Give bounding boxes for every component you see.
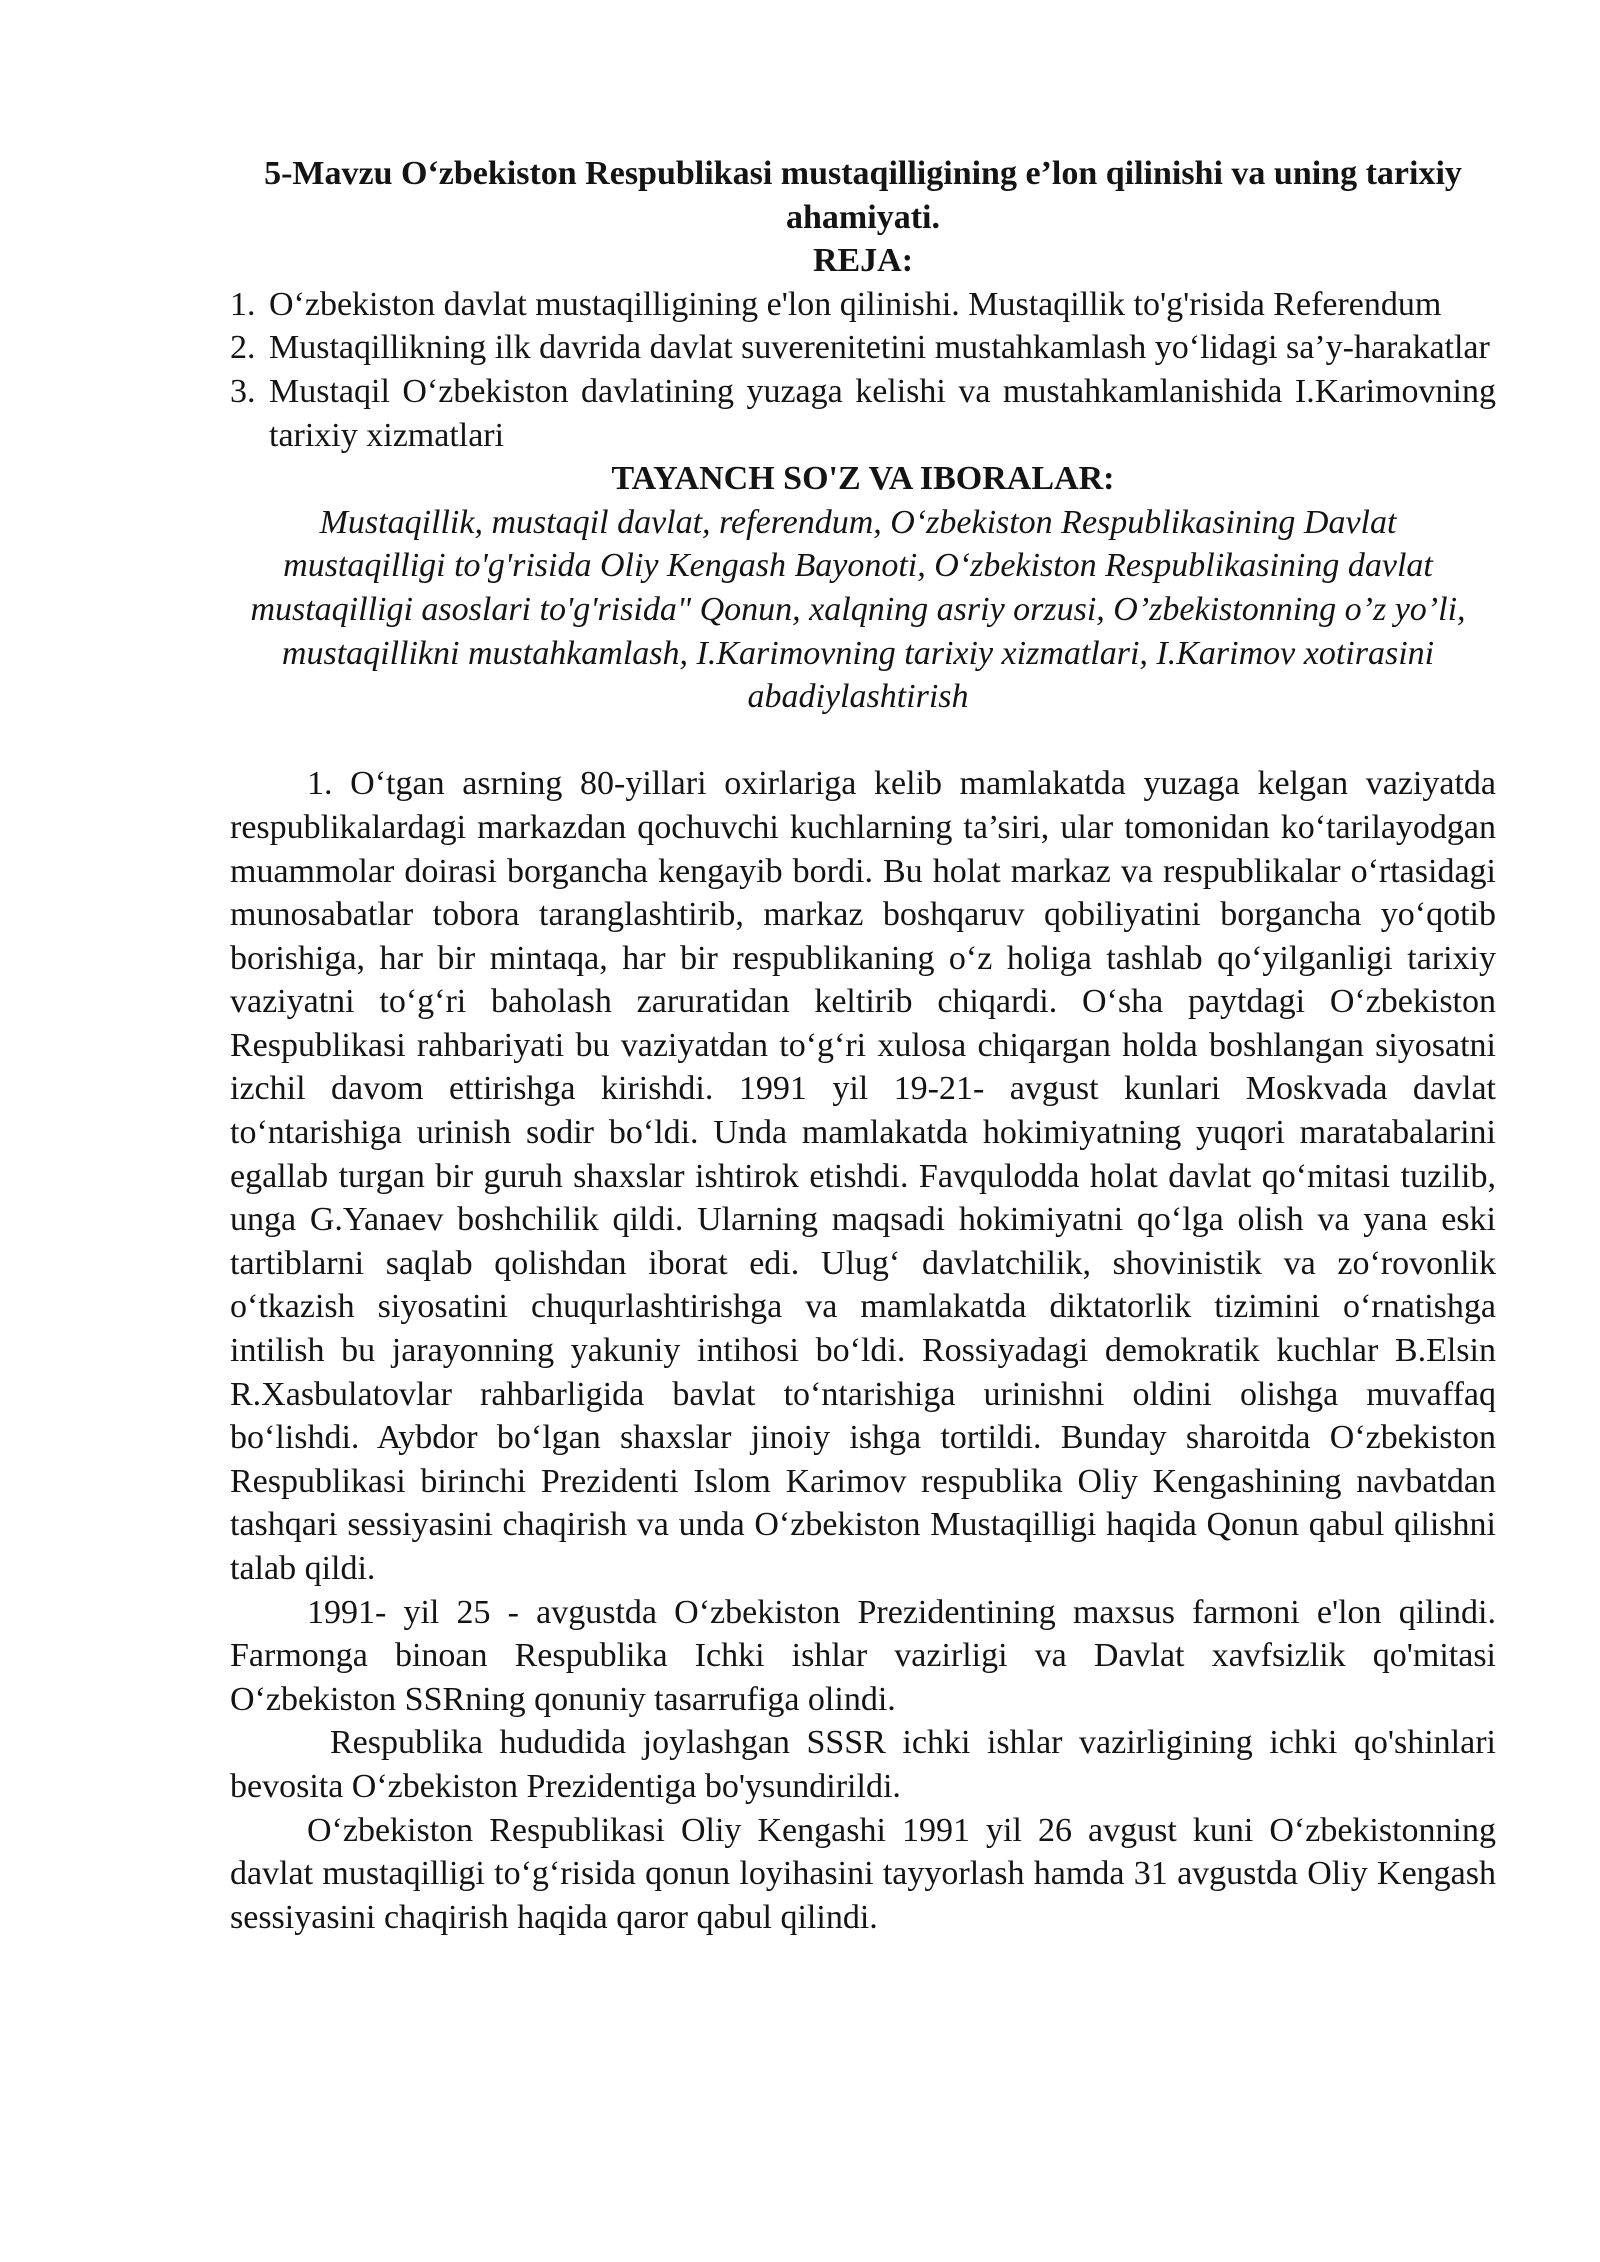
plan-item (230, 326, 1496, 370)
plan-heading: REJA: (812, 242, 914, 280)
plan-item-text: O‘zbekiston davlat mustaqilligining e'lon qilinishi. Mustaqillik to'g'risida Referendum (269, 285, 1442, 323)
body-paragraph: O‘zbekiston Respublikasi Oliy Kengashi 1991 yil 26 avgust kuni O‘zbekistonning davlat mustaqilligi to‘g‘risida qonun loyihasini tayyorlash hamda 31 avgustda Oliy Kengash sessiyasini chaqirish haqida qaror qabul qilindi. (230, 1811, 1496, 1936)
plan-item-text: Mustaqillikning ilk davrida davlat suverenitetini mustahkamlash yo‘lidagi sa’y-harakatlar (269, 329, 1490, 367)
plan-item-text: Mustaqil O‘zbekiston davlatining yuzaga kelishi va mustahkamlanishida I.Karimovning tarixiy xizmatlari (269, 372, 1496, 454)
body-paragraph: Respublika hududida joylashgan SSSR ichki ishlar vazirligining ichki qo'shinlari bevosita O‘zbekiston Prezidentiga bo'ysundirildi. (230, 1724, 1496, 1805)
document-content (230, 152, 1496, 1939)
blank-line (230, 719, 1496, 763)
plan-item-number: 1. (230, 285, 256, 323)
plan-item (230, 283, 1496, 327)
body-paragraph: 1. O‘tgan asrning 80-yillari oxirlariga kelib mamlakatda yuzaga kelgan vaziyatda respublikalardagi markazdan qochuvchi kuchlarning ta’siri, ular tomonidan ko‘tarilayodgan muammolar doirasi borgancha kengayib bordi. Bu holat markaz va respublikalar o‘rtasidagi munosabatlar tobora taranglashtirib, markaz boshqaruv qobiliyatini borgancha yo‘qotib borishiga, har bir mintaqa, har bir respublikaning o‘z holiga tashlab qo‘yilganligi tarixiy vaziyatni to‘g‘ri baholash zaruratidan keltirib chiqardi. O‘sha paytdagi O‘zbekiston Respublikasi rahbariyati bu vaziyatdan to‘g‘ri xulosa chiqargan holda boshlangan siyosatni izchil davom ettirishga kirishdi. 1991 yil 19-21- avgust kunlari Moskvada davlat to‘ntarishiga urinish sodir bo‘ldi. Unda mamlakatda hokimiyatning yuqori maratabalarini egallab turgan bir guruh shaxslar ishtirok etishdi. Favqulodda holat davlat qo‘mitasi tuzilib, unga G.Yanaev boshchilik qildi. Ularning maqsadi hokimiyatni qo‘lga olish va yana eski tartiblarni saqlab qolishdan iborat edi. Ulug‘ davlatchilik, shovinistik va zo‘rovonlik o‘tkazish siyosatini chuqurlashtirishga va mamlakatda diktatorlik tizimini o‘rnatishga intilish bu jarayonning yakuniy intihosi bo‘ldi. Rossiyadagi demokratik kuchlar B.Elsin R.Xasbulatovlar rahbarligida bavlat to‘ntarishiga urinishni oldini olishga muvaffaq bo‘lishdi. Aybdor bo‘lgan shaxslar jinoiy ishga tortildi. Bunday sharoitda O‘zbekiston Respublikasi birinchi Prezidenti Islom Karimov respublika Oliy Kengashining navbatdan tashqari sessiyasini chaqirish va unda O‘zbekiston Mustaqilligi haqida Qonun qabul qilishni talab qildi. (230, 765, 1496, 1587)
plan-list (230, 283, 1496, 457)
keywords-text: Mustaqillik, mustaqil davlat, referendum, O‘zbekiston Respublikasining Davlat mustaqilligi to'g'risida Oliy Kengash Bayonoti, O‘zbekiston Respublikasining davlat mustaqilligi asoslari to'g'risida" Qonun, xalqning asriy orzusi, O’zbekistonning o’z yo’li, mustaqillikni mustahkamlash, I.Karimovning tarixiy xizmatlari, I.Karimov xotirasini abadiylashtirish (250, 503, 1466, 716)
keywords-heading: TAYANCH SO'Z VA IBORALAR: (611, 460, 1115, 498)
plan-item (230, 370, 1496, 457)
plan-item-number: 3. (230, 372, 256, 410)
document-title: 5-Mavzu O‘zbekiston Respublikasi mustaqilligining e’lon qilinishi va uning tarixiy ahamiyati. (264, 155, 1462, 236)
plan-item-number: 2. (230, 329, 256, 367)
body-paragraph: 1991- yil 25 - avgustda O‘zbekiston Prezidentining maxsus farmoni e'lon qilindi. Farmonga binoan Respublika Ichki ishlar vazirligi va Davlat xavfsizlik qo'mitasi O‘zbekiston SSRning qonuniy tasarrufiga olindi. (230, 1593, 1496, 1718)
